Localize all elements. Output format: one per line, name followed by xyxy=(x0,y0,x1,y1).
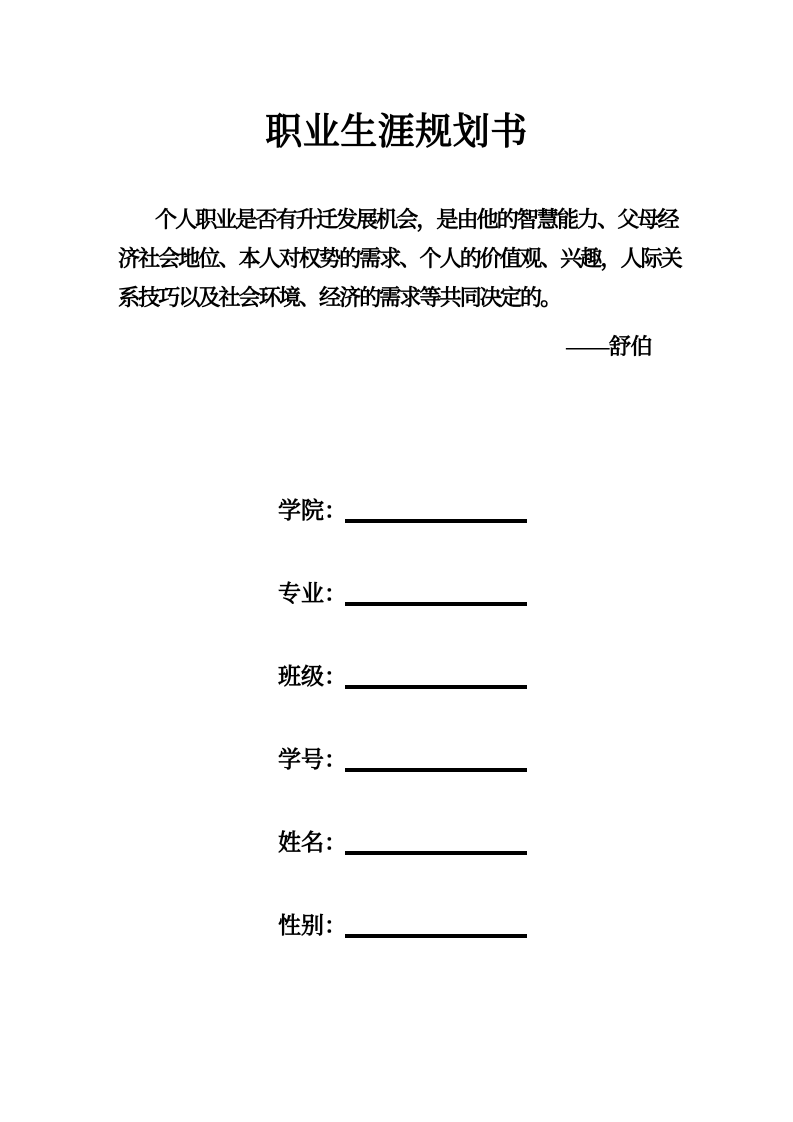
field-blank-line[interactable] xyxy=(345,768,527,772)
quote-attribution: ——舒伯 xyxy=(565,334,652,359)
form-field-college xyxy=(278,498,538,530)
field-blank-line[interactable] xyxy=(345,602,527,606)
field-blank-line[interactable] xyxy=(345,519,527,523)
form-field-class xyxy=(278,664,538,696)
document-title: 职业生涯规划书 xyxy=(265,112,528,153)
quote-line: 个人职业是否有升迁发展机会，是由他的智慧能力、父母经 xyxy=(155,207,678,232)
form-field-name xyxy=(278,830,538,862)
field-label: 姓名： xyxy=(278,830,347,855)
quote-paragraph xyxy=(118,200,684,317)
form-field-major xyxy=(278,581,538,613)
quote-line: 济社会地位、本人对权势的需求、个人的价值观、兴趣，人际关 xyxy=(118,246,681,271)
field-label: 专业： xyxy=(278,581,347,606)
field-blank-line[interactable] xyxy=(345,934,527,938)
field-blank-line[interactable] xyxy=(345,851,527,855)
form-field-student-id xyxy=(278,747,538,779)
field-label: 学号： xyxy=(278,747,347,772)
field-label: 学院： xyxy=(278,498,347,523)
quote-line: 系技巧以及社会环境、经济的需求等共同决定的。 xyxy=(118,285,561,310)
field-label: 性别： xyxy=(278,913,347,938)
field-blank-line[interactable] xyxy=(345,685,527,689)
form-field-gender xyxy=(278,913,538,945)
field-label: 班级： xyxy=(278,664,347,689)
